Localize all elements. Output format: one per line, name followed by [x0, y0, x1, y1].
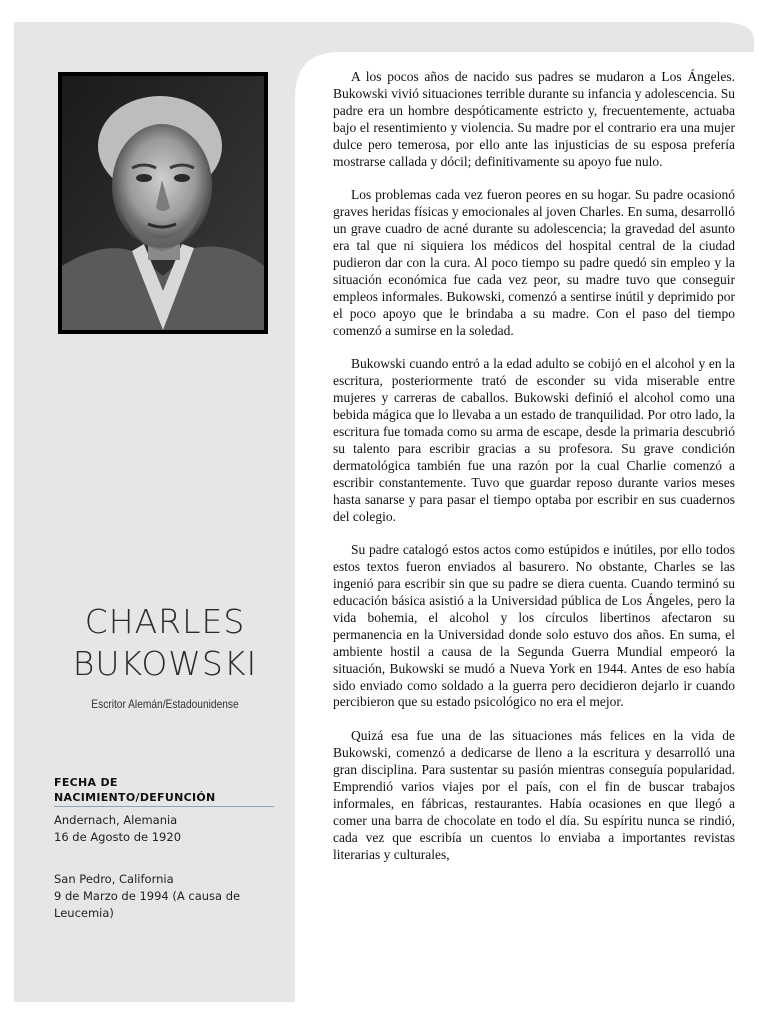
article-paragraph: Quizá esa fue una de las situaciones más felices en la vida de Bukowski, comenzó a dedicarse de lleno a la escritura y desarrolló una gran disciplina. Para sustentar su pasión mientras conseguía popularidad. Emprendió varios viajes por el país, con el fin de buscar trabajos informales, en fábricas, restaurantes. Había ocasiones en que llegó a comer una barra de chocolate en todo el día. Su espíritu nunca se rindió, cada vez que escribía un cuentos lo enviaba a importantes revistas literarias y culturales,: [333, 728, 735, 862]
author-subtitle: Escritor Alemán/Estadounidense: [91, 697, 239, 711]
facts-heading: FECHA DE NACIMIENTO/DEFUNCIÓN: [54, 776, 216, 804]
author-first-name: CHARLES: [84, 602, 246, 641]
birth-place: Andernach, Alemania: [54, 813, 178, 827]
death-date: 9 de Marzo de 1994 (A causa de Leucemia): [54, 889, 241, 920]
facts-divider: [54, 806, 274, 807]
article-paragraph: Los problemas cada vez fueron peores en su hogar. Su padre ocasionó graves heridas físicas y emocionales al joven Charles. En suma, desarrolló un grave cuadro de acné durante su adolescencia; la gravedad del asunto era tal que ni siquiera los médicos del hospital central de la ciudad pudieron dar con la cura. Al poco tiempo su padre quedó sin empleo y la situación económica fue cada vez peor, su madre tuvo que conseguir empleos informales. Bukowski, comenzó a sentirse inútil y deprimido por el poco apoyo que le brindaba a su madre. Con el paso del tiempo comenzó a sumirse en la soledad.: [333, 187, 735, 338]
biography-article: [333, 69, 735, 880]
birth-info: [54, 812, 274, 846]
death-place: San Pedro, California: [54, 872, 174, 886]
article-paragraph: Su padre catalogó estos actos como estúpidos e inútiles, por ello todos estos textos fueron enviados al basurero. No obstante, Charles se las ingenió para escribir sin que su padre se diera cuenta. Cuando terminó su educación básica asistió a la Universidad pública de Los Ángeles, pero la vida bohemia, el alcohol y los círculos libertinos afectaron su permanencia en la Universidad donde solo estuvo dos años. En suma, el ambiente hostil a causa de la Segunda Guerra Mundial empeoró la situación, Bukowski se mudó a Nueva York en 1944. Antes de eso había sido enviado como soldado a la guerra pero decidieron dejarlo ir cuando percibieron que su estado psicológico no era el mejor.: [333, 542, 735, 710]
article-paragraph: Bukowski cuando entró a la edad adulto se cobijó en el alcohol y en la escritura, posteriormente trató de esconder su vida miserable entre mujeres y carreras de caballos. Bukowski definió el alcohol como una bebida mágica que lo llevaba a un estado de tranquilidad. Por otro lado, la escritura fue tomada como su arma de escape, desde la primaria descubrió su talento para escribir gracias a su profesora. Su grave condición dermatológica también fue una razón por la cual Charlie comenzó a escribir constantemente. Tuvo que guardar reposo durante varios meses hasta sanarse y para pasar el tiempo optaba por escribir en sus cuadernos del colegio.: [333, 356, 735, 524]
author-portrait: [58, 72, 268, 334]
article-paragraph: A los pocos años de nacido sus padres se mudaron a Los Ángeles. Bukowski vivió situaciones terrible durante su infancia y adolescencia. Su padre era un hombre despóticamente estricto y, frecuentemente, actuaba bajo el resentimiento y violencia. Su madre por el contrario era una mujer dulce pero temerosa, por ello ante las injusticias de su esposa prefería mostrarse callada y dócil; definitivamente su apoyo fue nulo.: [333, 69, 735, 169]
birth-date: 16 de Agosto de 1920: [54, 830, 182, 844]
death-info: [54, 871, 274, 922]
author-last-name: BUKOWSKI: [72, 644, 258, 683]
